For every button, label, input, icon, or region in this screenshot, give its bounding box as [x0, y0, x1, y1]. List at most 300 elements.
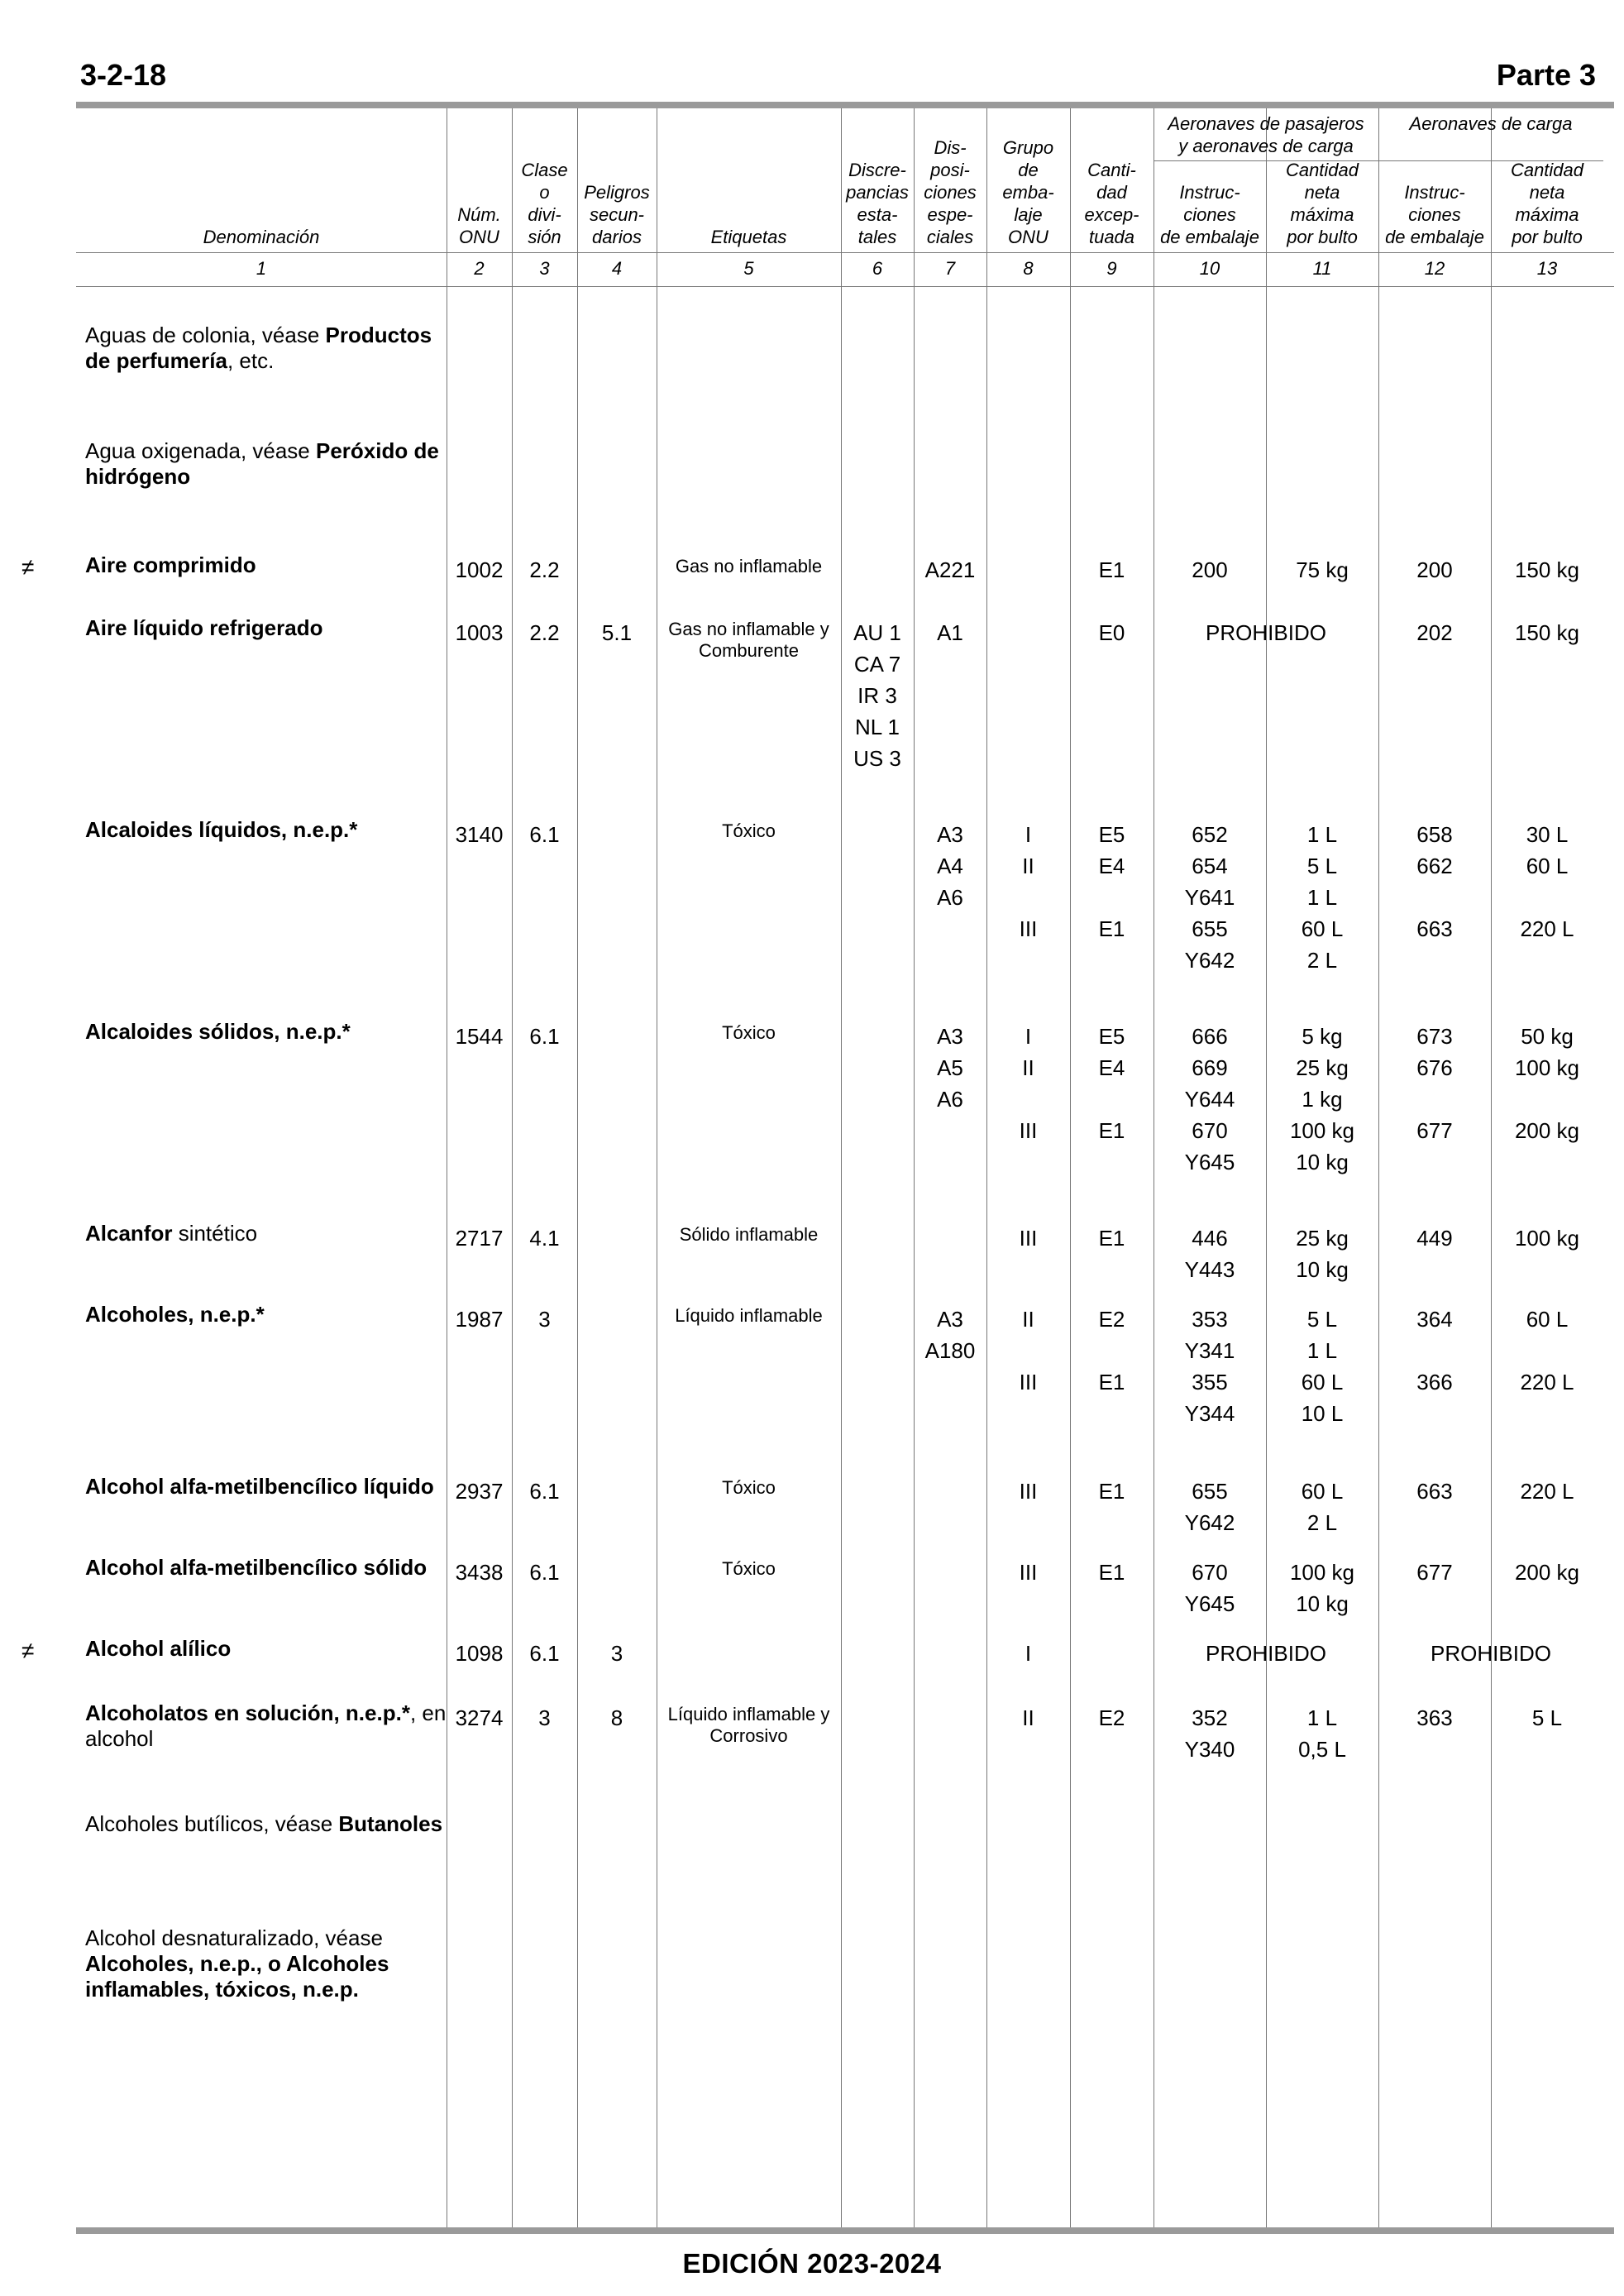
part-label: Parte 3: [1496, 58, 1596, 92]
cell-line: 202: [1416, 620, 1453, 645]
pax-max-quantity: [1266, 554, 1378, 586]
cell-line: [1378, 882, 1491, 913]
entry-name: [85, 1811, 449, 1837]
cell-line: 150 kg: [1514, 620, 1580, 645]
cell-line: 60 L: [1526, 854, 1569, 878]
name-part: Alcanfor: [85, 1221, 173, 1246]
cell-line: Y443: [1184, 1257, 1235, 1282]
cao-packing-instruction: [1378, 1476, 1491, 1507]
cell-line: 2717: [455, 1226, 504, 1251]
header-instrucciones-pax: Instruc- ciones de embalaje: [1160, 182, 1259, 247]
column-divider: [841, 108, 842, 2227]
cell-line: 670: [1192, 1560, 1228, 1585]
column-number: 8: [1023, 258, 1034, 279]
cell-line: E4: [1098, 854, 1125, 878]
cell-line: 352: [1192, 1705, 1228, 1730]
cell-line: A1: [937, 620, 963, 645]
cell-line: I: [1025, 1641, 1032, 1666]
cell-line: 366: [1416, 1370, 1453, 1394]
cell-line: US 3: [853, 746, 901, 771]
cell-line: 10 L: [1301, 1401, 1344, 1426]
cell-line: A3: [937, 1024, 963, 1049]
cell-line: 200: [1192, 557, 1228, 582]
pax-packing-instruction: [1154, 1303, 1266, 1429]
pax-max-quantity: [1266, 1557, 1378, 1619]
cell-line: A221: [924, 557, 976, 582]
cell-line: 3: [538, 1307, 551, 1332]
cell-line: [1070, 882, 1154, 913]
entry-name: [85, 1700, 449, 1752]
cell-line: [1491, 945, 1603, 976]
name-part: Aire comprimido: [85, 552, 256, 577]
cell-line: [986, 945, 1070, 976]
packing-group: [986, 1638, 1070, 1669]
cao-max-quantity: [1491, 1222, 1603, 1254]
cell-line: 652: [1192, 822, 1228, 847]
cell-line: 663: [1416, 1479, 1453, 1504]
change-mark: ≠: [21, 554, 35, 580]
pax-max-quantity: [1266, 1303, 1378, 1429]
cell-line: 5 L: [1306, 1307, 1338, 1332]
pax-packing-instruction: [1154, 554, 1266, 586]
name-part: , etc.: [227, 348, 275, 373]
cell-line: 0,5 L: [1298, 1737, 1346, 1762]
cell-line: 30 L: [1526, 822, 1569, 847]
column-number: 1: [256, 258, 267, 279]
cell-line: 1 L: [1306, 885, 1338, 910]
cell-line: [1378, 1146, 1491, 1178]
column-number: 2: [474, 258, 485, 279]
cell-line: 364: [1416, 1307, 1453, 1332]
pax-max-quantity: [1266, 819, 1378, 976]
cell-line: Y344: [1184, 1401, 1235, 1426]
header-grupo: Grupo de emba- laje ONU: [1002, 137, 1054, 247]
cell-line: 677: [1416, 1118, 1453, 1143]
cell-line: 1 L: [1306, 1338, 1338, 1363]
cell-line: 2 L: [1306, 1510, 1338, 1535]
cell-line: A6: [937, 885, 963, 910]
hazard-label: Líquido inflamable y Corrosivo: [667, 1704, 830, 1746]
cao-max-quantity: [1491, 554, 1603, 586]
cao-packing-instruction: [1378, 554, 1491, 586]
top-rule: [76, 102, 1614, 108]
hazard-label: Gas no inflamable y Comburente: [668, 619, 829, 661]
cell-line: 673: [1416, 1024, 1453, 1049]
cell-line: 5 L: [1531, 1705, 1563, 1730]
un-number: [447, 1476, 512, 1507]
cell-line: 662: [1416, 854, 1453, 878]
cell-line: [1070, 1083, 1154, 1115]
cell-line: 10 kg: [1296, 1257, 1349, 1282]
cell-line: Y644: [1184, 1087, 1235, 1112]
name-part: Alcoholatos en solución, n.e.p.*: [85, 1700, 410, 1725]
pax-max-quantity: [1266, 1476, 1378, 1538]
excepted-quantity: [1070, 1702, 1154, 1734]
cell-line: 655: [1192, 1479, 1228, 1504]
pax-packing-instruction: [1154, 1021, 1266, 1178]
cell-line: I: [1025, 1024, 1032, 1049]
cell-line: 6.1: [529, 1024, 560, 1049]
cell-line: III: [1019, 1479, 1038, 1504]
cell-line: 2937: [455, 1479, 504, 1504]
excepted-quantity: [1070, 819, 1154, 976]
hazard-label: Sólido inflamable: [679, 1224, 819, 1245]
cell-line: CA 7: [853, 652, 901, 677]
hazard-label: Tóxico: [722, 1558, 776, 1579]
un-number: [447, 1222, 512, 1254]
cell-line: E5: [1098, 1024, 1125, 1049]
column-number: 3: [539, 258, 550, 279]
cell-line: 670: [1192, 1118, 1228, 1143]
cell-line: 5 L: [1306, 854, 1338, 878]
cao-max-quantity: [1491, 1702, 1603, 1734]
cell-line: A5: [937, 1055, 963, 1080]
class-division: [512, 1557, 577, 1588]
subsidiary-hazard: [577, 1638, 657, 1669]
class-division: [512, 819, 577, 850]
cell-line: [1491, 882, 1603, 913]
cell-line: II: [1022, 1055, 1034, 1080]
cell-line: 449: [1416, 1226, 1453, 1251]
name-part: Productos de perfumería: [85, 323, 432, 373]
pax-packing-instruction: [1154, 819, 1266, 976]
entry-name: [85, 1555, 449, 1581]
cell-line: 677: [1416, 1560, 1453, 1585]
cell-line: III: [1019, 1370, 1038, 1394]
cell-line: NL 1: [855, 715, 900, 739]
cell-line: [1378, 1335, 1491, 1366]
cell-line: 200 kg: [1514, 1560, 1580, 1585]
cell-line: II: [1022, 1705, 1034, 1730]
class-division: [512, 554, 577, 586]
cell-line: 2.2: [529, 557, 560, 582]
header-etiquetas: Etiquetas: [710, 227, 787, 247]
cao-packing-instruction: [1378, 1557, 1491, 1588]
cao-max-quantity: [1491, 1557, 1603, 1588]
cell-line: III: [1019, 1226, 1038, 1251]
entry-name: [85, 615, 449, 641]
class-division: [512, 1303, 577, 1335]
un-number: [447, 1557, 512, 1588]
entry-name: [85, 1925, 449, 2002]
header-cantidad-exceptuada: Canti- dad excep- tuada: [1084, 160, 1139, 247]
cell-line: 655: [1192, 916, 1228, 941]
cell-line: 6.1: [529, 1479, 560, 1504]
cell-line: 5.1: [601, 620, 633, 645]
header-group-pasajeros: Aeronaves de pasajeros y aeronaves de carga: [1168, 113, 1364, 156]
subsidiary-hazard: [577, 617, 657, 648]
cao-packing-instruction: [1378, 1303, 1491, 1429]
cell-line: [986, 1083, 1070, 1115]
cell-line: 654: [1192, 854, 1228, 878]
special-provisions: [914, 1303, 986, 1366]
name-part: Aguas de colonia, véase: [85, 323, 326, 347]
excepted-quantity: [1070, 554, 1154, 586]
class-division: [512, 1021, 577, 1052]
cell-line: A6: [937, 1087, 963, 1112]
packing-group: [986, 1557, 1070, 1588]
cell-line: E1: [1098, 1118, 1125, 1143]
header-group-carga: Aeronaves de carga: [1409, 113, 1573, 134]
name-part: sintético: [172, 1221, 258, 1246]
cell-line: [1378, 1083, 1491, 1115]
cell-line: E1: [1098, 1226, 1125, 1251]
pax-max-quantity: [1266, 1702, 1378, 1765]
cell-line: 3: [610, 1641, 623, 1666]
header-peligros: Peligros secun- darios: [584, 182, 650, 247]
entry-name: [85, 438, 449, 490]
cell-line: 150 kg: [1514, 557, 1580, 582]
cell-line: E0: [1098, 620, 1125, 645]
cao-max-quantity: [1491, 617, 1603, 648]
cell-line: 663: [1416, 916, 1453, 941]
excepted-quantity: [1070, 1476, 1154, 1507]
cell-line: 25 kg: [1296, 1055, 1349, 1080]
cell-line: 6.1: [529, 1560, 560, 1585]
name-part: Alcohol alfa-metilbencílico líquido: [85, 1474, 434, 1499]
cell-line: 200 kg: [1514, 1118, 1580, 1143]
cell-line: 446: [1192, 1226, 1228, 1251]
name-part: Alcoholes, n.e.p., o Alcoholes inflamables, tóxicos, n.e.p.: [85, 1951, 389, 2002]
cell-line: 3140: [455, 822, 504, 847]
un-number: [447, 819, 512, 850]
column-number: 4: [611, 258, 623, 279]
pax-max-quantity: [1266, 1222, 1378, 1285]
cell-line: E1: [1098, 1370, 1125, 1394]
cell-line: 200: [1416, 557, 1453, 582]
entry-name: [85, 817, 449, 843]
cell-line: [986, 1398, 1070, 1429]
cell-line: Y645: [1184, 1591, 1235, 1616]
column-divider: [914, 108, 915, 2227]
cell-line: A3: [937, 822, 963, 847]
special-provisions: [914, 554, 986, 586]
column-number: 5: [743, 258, 754, 279]
cell-line: 1098: [455, 1641, 504, 1666]
special-provisions: [914, 1021, 986, 1115]
column-number: 9: [1106, 258, 1117, 279]
cell-line: Y641: [1184, 885, 1235, 910]
pax-max-quantity: [1266, 1021, 1378, 1178]
excepted-quantity: [1070, 1303, 1154, 1429]
cell-line: 10 kg: [1296, 1591, 1349, 1616]
cao-max-quantity: [1491, 819, 1603, 976]
cell-line: A3: [937, 1307, 963, 1332]
cell-line: II: [1022, 854, 1034, 878]
class-division: [512, 1638, 577, 1669]
cell-line: E1: [1098, 557, 1125, 582]
cell-line: AU 1: [853, 620, 901, 645]
cell-line: 100 kg: [1289, 1560, 1355, 1585]
header-cantidad-pax: Cantidad neta máxima por bulto: [1285, 160, 1359, 247]
entry-name: [85, 1636, 449, 1662]
cao-max-quantity: [1491, 1476, 1603, 1507]
hazard-label: Tóxico: [722, 820, 776, 841]
excepted-quantity: [1070, 1557, 1154, 1588]
cell-line: 6.1: [529, 822, 560, 847]
cell-line: E1: [1098, 916, 1125, 941]
cell-line: IR 3: [857, 683, 897, 708]
entry-name: [85, 1221, 449, 1246]
cell-line: E2: [1098, 1705, 1125, 1730]
cell-line: 100 kg: [1514, 1055, 1580, 1080]
excepted-quantity: [1070, 1222, 1154, 1254]
cell-line: 75 kg: [1296, 557, 1349, 582]
name-part: Alcoholes, n.e.p.*: [85, 1302, 265, 1327]
cell-line: 658: [1416, 822, 1453, 847]
entry-name: [85, 552, 449, 578]
cell-line: I: [1025, 822, 1032, 847]
cell-line: [1491, 1083, 1603, 1115]
column-number: 6: [872, 258, 883, 279]
cell-line: 60 L: [1526, 1307, 1569, 1332]
section-number: 3-2-18: [80, 58, 167, 92]
cell-line: 220 L: [1520, 1370, 1574, 1394]
name-part: , en alcohol: [85, 1700, 447, 1751]
cao-max-quantity: [1491, 1303, 1603, 1429]
header-cantidad-cao: Cantidad neta máxima por bulto: [1510, 160, 1584, 247]
header-rule: [76, 252, 1614, 253]
cell-line: 220 L: [1520, 916, 1574, 941]
cell-line: E4: [1098, 1055, 1125, 1080]
header-discrepancias: Discre- pancias esta- tales: [846, 160, 909, 247]
special-provisions: [914, 617, 986, 648]
name-part: Peróxido de hidrógeno: [85, 438, 439, 489]
name-part: Alcohol desnaturalizado, véase: [85, 1925, 383, 1950]
cell-line: [986, 1146, 1070, 1178]
cell-line: 5 kg: [1302, 1024, 1343, 1049]
cell-line: 1003: [455, 620, 504, 645]
special-provisions: [914, 819, 986, 913]
cell-line: 666: [1192, 1024, 1228, 1049]
bottom-rule: [76, 2227, 1614, 2234]
cell-line: E2: [1098, 1307, 1125, 1332]
name-part: Aire líquido refrigerado: [85, 615, 323, 640]
un-number: [447, 1303, 512, 1335]
cell-line: 2 L: [1306, 948, 1338, 973]
column-divider: [577, 108, 578, 2227]
cell-line: 676: [1416, 1055, 1453, 1080]
cell-line: Y645: [1184, 1150, 1235, 1174]
entry-name: [85, 1019, 449, 1045]
pax-packing-instruction: [1154, 1222, 1266, 1285]
cao-packing-instruction: [1378, 617, 1491, 648]
cell-line: 353: [1192, 1307, 1228, 1332]
header-instrucciones-cao: Instruc- ciones de embalaje: [1385, 182, 1484, 247]
header-disposiciones: Dis- posi- ciones espe- ciales: [924, 137, 977, 247]
column-divider: [512, 108, 513, 2227]
pax-forbidden: PROHIBIDO: [1206, 1641, 1326, 1666]
cao-max-quantity: [1491, 1021, 1603, 1178]
column-number: 12: [1424, 258, 1445, 279]
column-number: 7: [944, 258, 956, 279]
cell-line: A4: [937, 854, 963, 878]
cell-line: [1378, 1398, 1491, 1429]
cell-line: Y642: [1184, 1510, 1235, 1535]
cell-line: 2.2: [529, 620, 560, 645]
un-number: [447, 617, 512, 648]
cell-line: [1378, 945, 1491, 976]
name-part: Alcaloides sólidos, n.e.p.*: [85, 1019, 351, 1044]
cell-line: [986, 882, 1070, 913]
cell-line: [1070, 1146, 1154, 1178]
entry-name: [85, 1302, 449, 1327]
cell-line: E1: [1098, 1479, 1125, 1504]
cao-packing-instruction: [1378, 819, 1491, 976]
cao-packing-instruction: [1378, 1222, 1491, 1254]
header-clase: Clase o divi- sión: [521, 160, 568, 247]
packing-group: [986, 1303, 1070, 1429]
cell-line: 1 L: [1306, 822, 1338, 847]
un-number: [447, 554, 512, 586]
column-number: 13: [1536, 258, 1558, 279]
cell-line: 25 kg: [1296, 1226, 1349, 1251]
cao-forbidden: PROHIBIDO: [1431, 1641, 1551, 1666]
hazard-label: Líquido inflamable: [675, 1305, 823, 1326]
cell-line: III: [1019, 1560, 1038, 1585]
cell-line: 3: [538, 1705, 551, 1730]
un-number: [447, 1021, 512, 1052]
packing-group: [986, 1702, 1070, 1734]
cell-line: 60 L: [1301, 1370, 1344, 1394]
name-part: Agua oxigenada, véase: [85, 438, 316, 463]
column-number-rule: [76, 286, 1614, 287]
cell-line: 8: [610, 1705, 623, 1730]
cell-line: 1987: [455, 1307, 504, 1332]
cell-line: 100 kg: [1289, 1118, 1355, 1143]
hazard-label: Tóxico: [722, 1022, 776, 1043]
pax-packing-instruction: [1154, 1557, 1266, 1619]
packing-group: [986, 1021, 1070, 1178]
class-division: [512, 1222, 577, 1254]
cell-line: 50 kg: [1521, 1024, 1574, 1049]
name-part: Butanoles: [338, 1811, 443, 1836]
hazard-label: Gas no inflamable: [675, 556, 823, 576]
cell-line: [1070, 1398, 1154, 1429]
name-part: Alcoholes butílicos, véase: [85, 1811, 339, 1836]
cell-line: [1491, 1146, 1603, 1178]
cell-line: 4.1: [529, 1226, 560, 1251]
header-num-onu: Núm. ONU: [457, 204, 501, 247]
pax-forbidden: PROHIBIDO: [1206, 620, 1326, 645]
cell-line: 355: [1192, 1370, 1228, 1394]
cell-line: [1491, 1335, 1603, 1366]
cell-line: 669: [1192, 1055, 1228, 1080]
cell-line: 1 kg: [1302, 1087, 1343, 1112]
cell-line: 220 L: [1520, 1479, 1574, 1504]
excepted-quantity: [1070, 1021, 1154, 1178]
packing-group: [986, 1222, 1070, 1254]
cell-line: 60 L: [1301, 916, 1344, 941]
cell-line: Y642: [1184, 948, 1235, 973]
class-division: [512, 617, 577, 648]
change-mark: ≠: [21, 1638, 35, 1663]
pax-packing-instruction: [1154, 1702, 1266, 1765]
header-denominacion: Denominación: [203, 227, 320, 247]
column-number: 11: [1312, 258, 1332, 279]
edition-footer: EDICIÓN 2023-2024: [682, 2248, 942, 2279]
cell-line: [1491, 1398, 1603, 1429]
cell-line: 1 L: [1306, 1705, 1338, 1730]
excepted-quantity: [1070, 617, 1154, 648]
state-variations: [841, 617, 914, 774]
cell-line: A180: [924, 1338, 976, 1363]
subsidiary-hazard: [577, 1702, 657, 1734]
name-part: Alcaloides líquidos, n.e.p.*: [85, 817, 358, 842]
cell-line: 6.1: [529, 1641, 560, 1666]
entry-name: [85, 323, 449, 374]
cell-line: E1: [1098, 1560, 1125, 1585]
